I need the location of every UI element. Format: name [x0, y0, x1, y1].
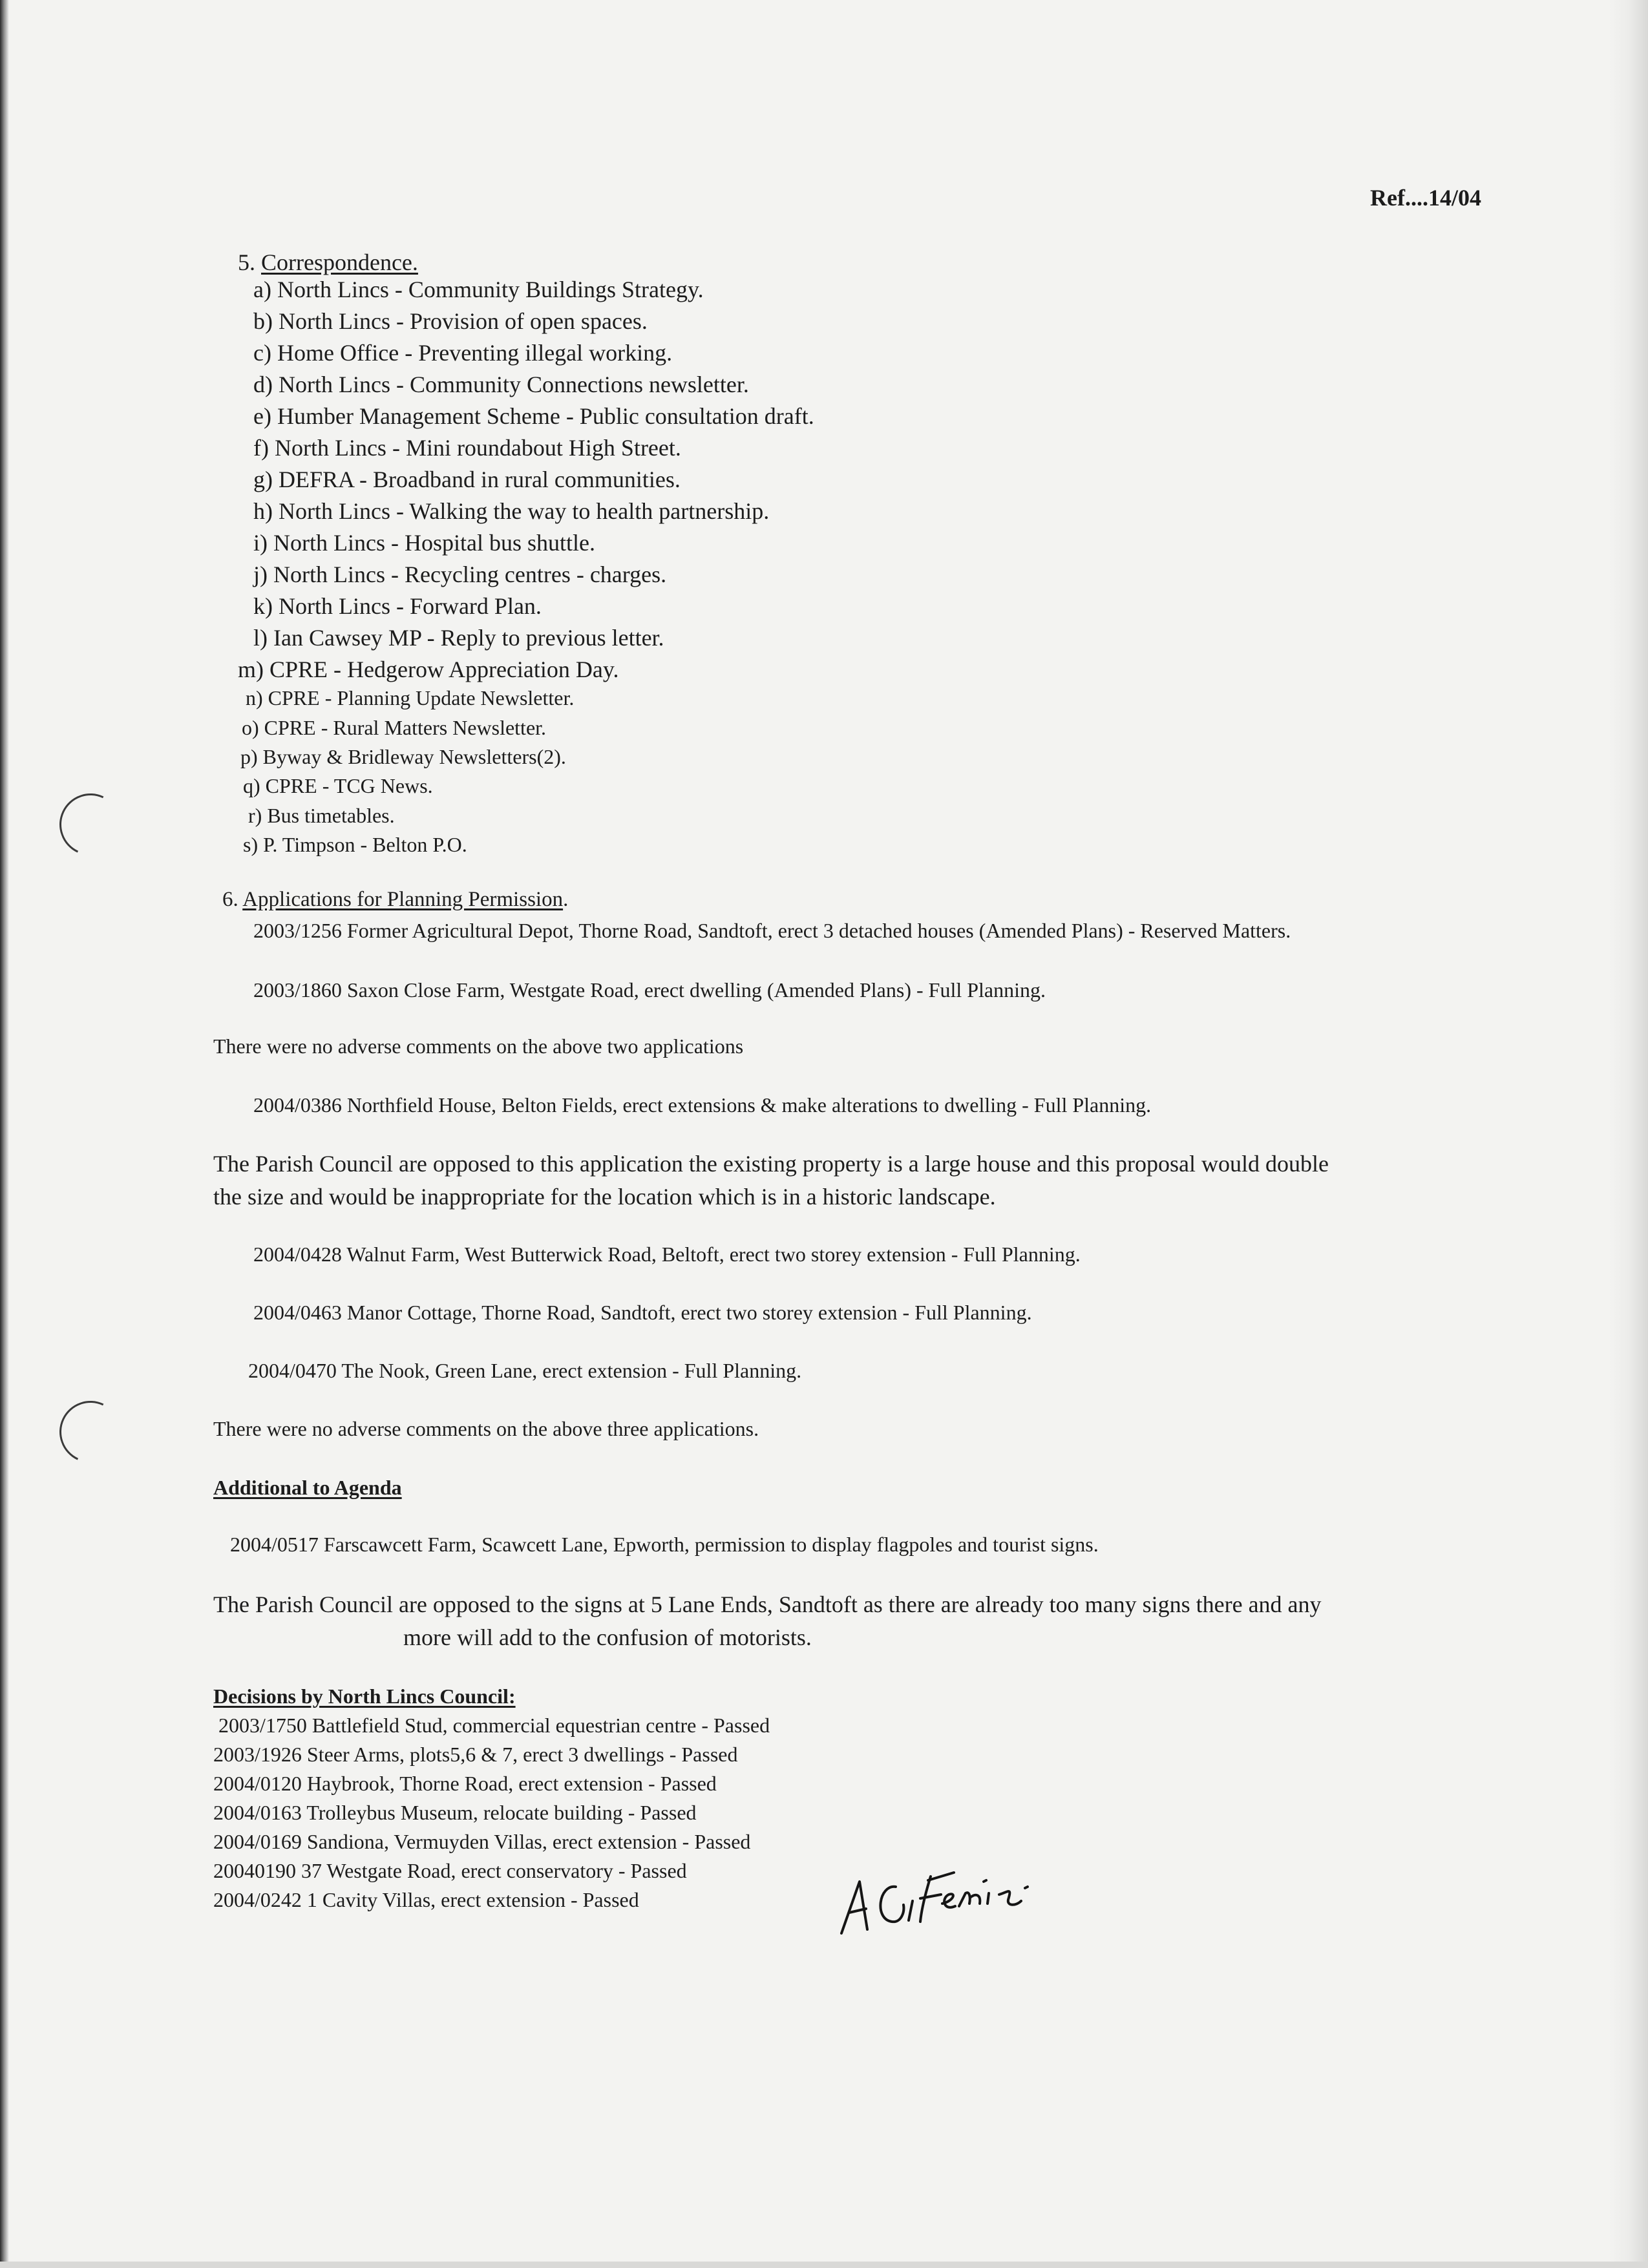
planning-application: 2004/0463 Manor Cottage, Thorne Road, Sandtoft, erect two storey extension - Full Planning.: [253, 1301, 1032, 1324]
additional-heading: Additional to Agenda: [213, 1476, 402, 1499]
correspondence-item: i) North Lincs - Hospital bus shuttle.: [253, 530, 595, 556]
planning-heading-number: 6.: [222, 888, 238, 911]
correspondence-item: s) P. Timpson - Belton P.O.: [243, 833, 467, 856]
correspondence-item: q) CPRE - TCG News.: [243, 774, 433, 797]
planning-heading-label: Applications for Planning Permission: [242, 888, 564, 911]
correspondence-item: a) North Lincs - Community Buildings Strategy.: [253, 277, 704, 302]
reference-number: Ref....14/04: [1370, 185, 1481, 211]
correspondence-item: d) North Lincs - Community Connections newsletter.: [253, 372, 749, 397]
correspondence-item: j) North Lincs - Recycling centres - charges.: [253, 562, 667, 587]
correspondence-item: c) Home Office - Preventing illegal working.: [253, 340, 673, 366]
scan-bottom-edge: [0, 2262, 1648, 2268]
decision-item: 2003/1750 Battlefield Stud, commercial equestrian centre - Passed: [218, 1714, 770, 1737]
punch-hole-upper: [50, 784, 130, 864]
decision-item: 2004/0163 Trolleybus Museum, relocate building - Passed: [213, 1801, 697, 1824]
planning-application: 2003/1860 Saxon Close Farm, Westgate Road, erect dwelling (Amended Plans) - Full Planning.: [253, 978, 1046, 1002]
correspondence-heading-label: Correspondence.: [261, 249, 418, 275]
decision-item: 2004/0242 1 Cavity Villas, erect extension - Passed: [213, 1888, 639, 1911]
planning-comment: There were no adverse comments on the above three applications.: [213, 1417, 759, 1440]
additional-objection: more will add to the confusion of motorists.: [403, 1624, 812, 1650]
handwritten-signature: [834, 1842, 1066, 1945]
correspondence-item: o) CPRE - Rural Matters Newsletter.: [242, 716, 547, 739]
planning-comment: There were no adverse comments on the above two applications: [213, 1034, 744, 1058]
decisions-heading: Decisions by North Lincs Council:: [213, 1685, 516, 1708]
punch-hole-lower: [50, 1392, 130, 1471]
correspondence-item: e) Humber Management Scheme - Public consultation draft.: [253, 403, 814, 429]
correspondence-item: b) North Lincs - Provision of open spaces.: [253, 308, 648, 334]
scan-left-edge: [0, 0, 9, 2268]
additional-objection: The Parish Council are opposed to the signs at 5 Lane Ends, Sandtoft as there are already too many signs there and any: [213, 1591, 1322, 1617]
scan-right-edge: [1609, 0, 1648, 2268]
planning-application: 2004/0428 Walnut Farm, West Butterwick Road, Beltoft, erect two storey extension - Full Planning.: [253, 1243, 1081, 1266]
correspondence-heading: [238, 251, 418, 274]
correspondence-item: h) North Lincs - Walking the way to health partnership.: [253, 498, 770, 524]
correspondence-item: r) Bus timetables.: [248, 804, 395, 827]
correspondence-item: m) CPRE - Hedgerow Appreciation Day.: [238, 656, 619, 682]
decision-item: 2003/1926 Steer Arms, plots5,6 & 7, erect 3 dwellings - Passed: [213, 1743, 738, 1766]
planning-application: 2003/1256 Former Agricultural Depot, Thorne Road, Sandtoft, erect 3 detached houses (Amended Plans) - Reserved Matters.: [253, 919, 1291, 942]
planning-objection: The Parish Council are opposed to this application the existing property is a large house and this proposal would double: [213, 1151, 1329, 1177]
planning-objection: the size and would be inappropriate for the location which is in a historic landscape.: [213, 1184, 996, 1210]
decision-item: 20040190 37 Westgate Road, erect conservatory - Passed: [213, 1859, 687, 1882]
planning-heading: [222, 889, 568, 910]
correspondence-item: g) DEFRA - Broadband in rural communities.: [253, 467, 681, 492]
correspondence-item: f) North Lincs - Mini roundabout High Street.: [253, 435, 681, 461]
planning-heading-suffix: .: [563, 888, 569, 911]
additional-application: 2004/0517 Farscawcett Farm, Scawcett Lane, Epworth, permission to display flagpoles and tourist signs.: [230, 1533, 1099, 1556]
correspondence-item: l) Ian Cawsey MP - Reply to previous letter.: [253, 625, 664, 651]
correspondence-item: n) CPRE - Planning Update Newsletter.: [246, 686, 575, 709]
correspondence-item: k) North Lincs - Forward Plan.: [253, 593, 542, 619]
decision-item: 2004/0120 Haybrook, Thorne Road, erect extension - Passed: [213, 1772, 717, 1795]
planning-application: 2004/0386 Northfield House, Belton Fields, erect extensions & make alterations to dwelling - Full Planning.: [253, 1093, 1152, 1117]
planning-application: 2004/0470 The Nook, Green Lane, erect extension - Full Planning.: [248, 1359, 802, 1382]
correspondence-heading-number: 5.: [238, 249, 255, 275]
decision-item: 2004/0169 Sandiona, Vermuyden Villas, erect extension - Passed: [213, 1830, 751, 1853]
correspondence-item: p) Byway & Bridleway Newsletters(2).: [240, 745, 566, 768]
